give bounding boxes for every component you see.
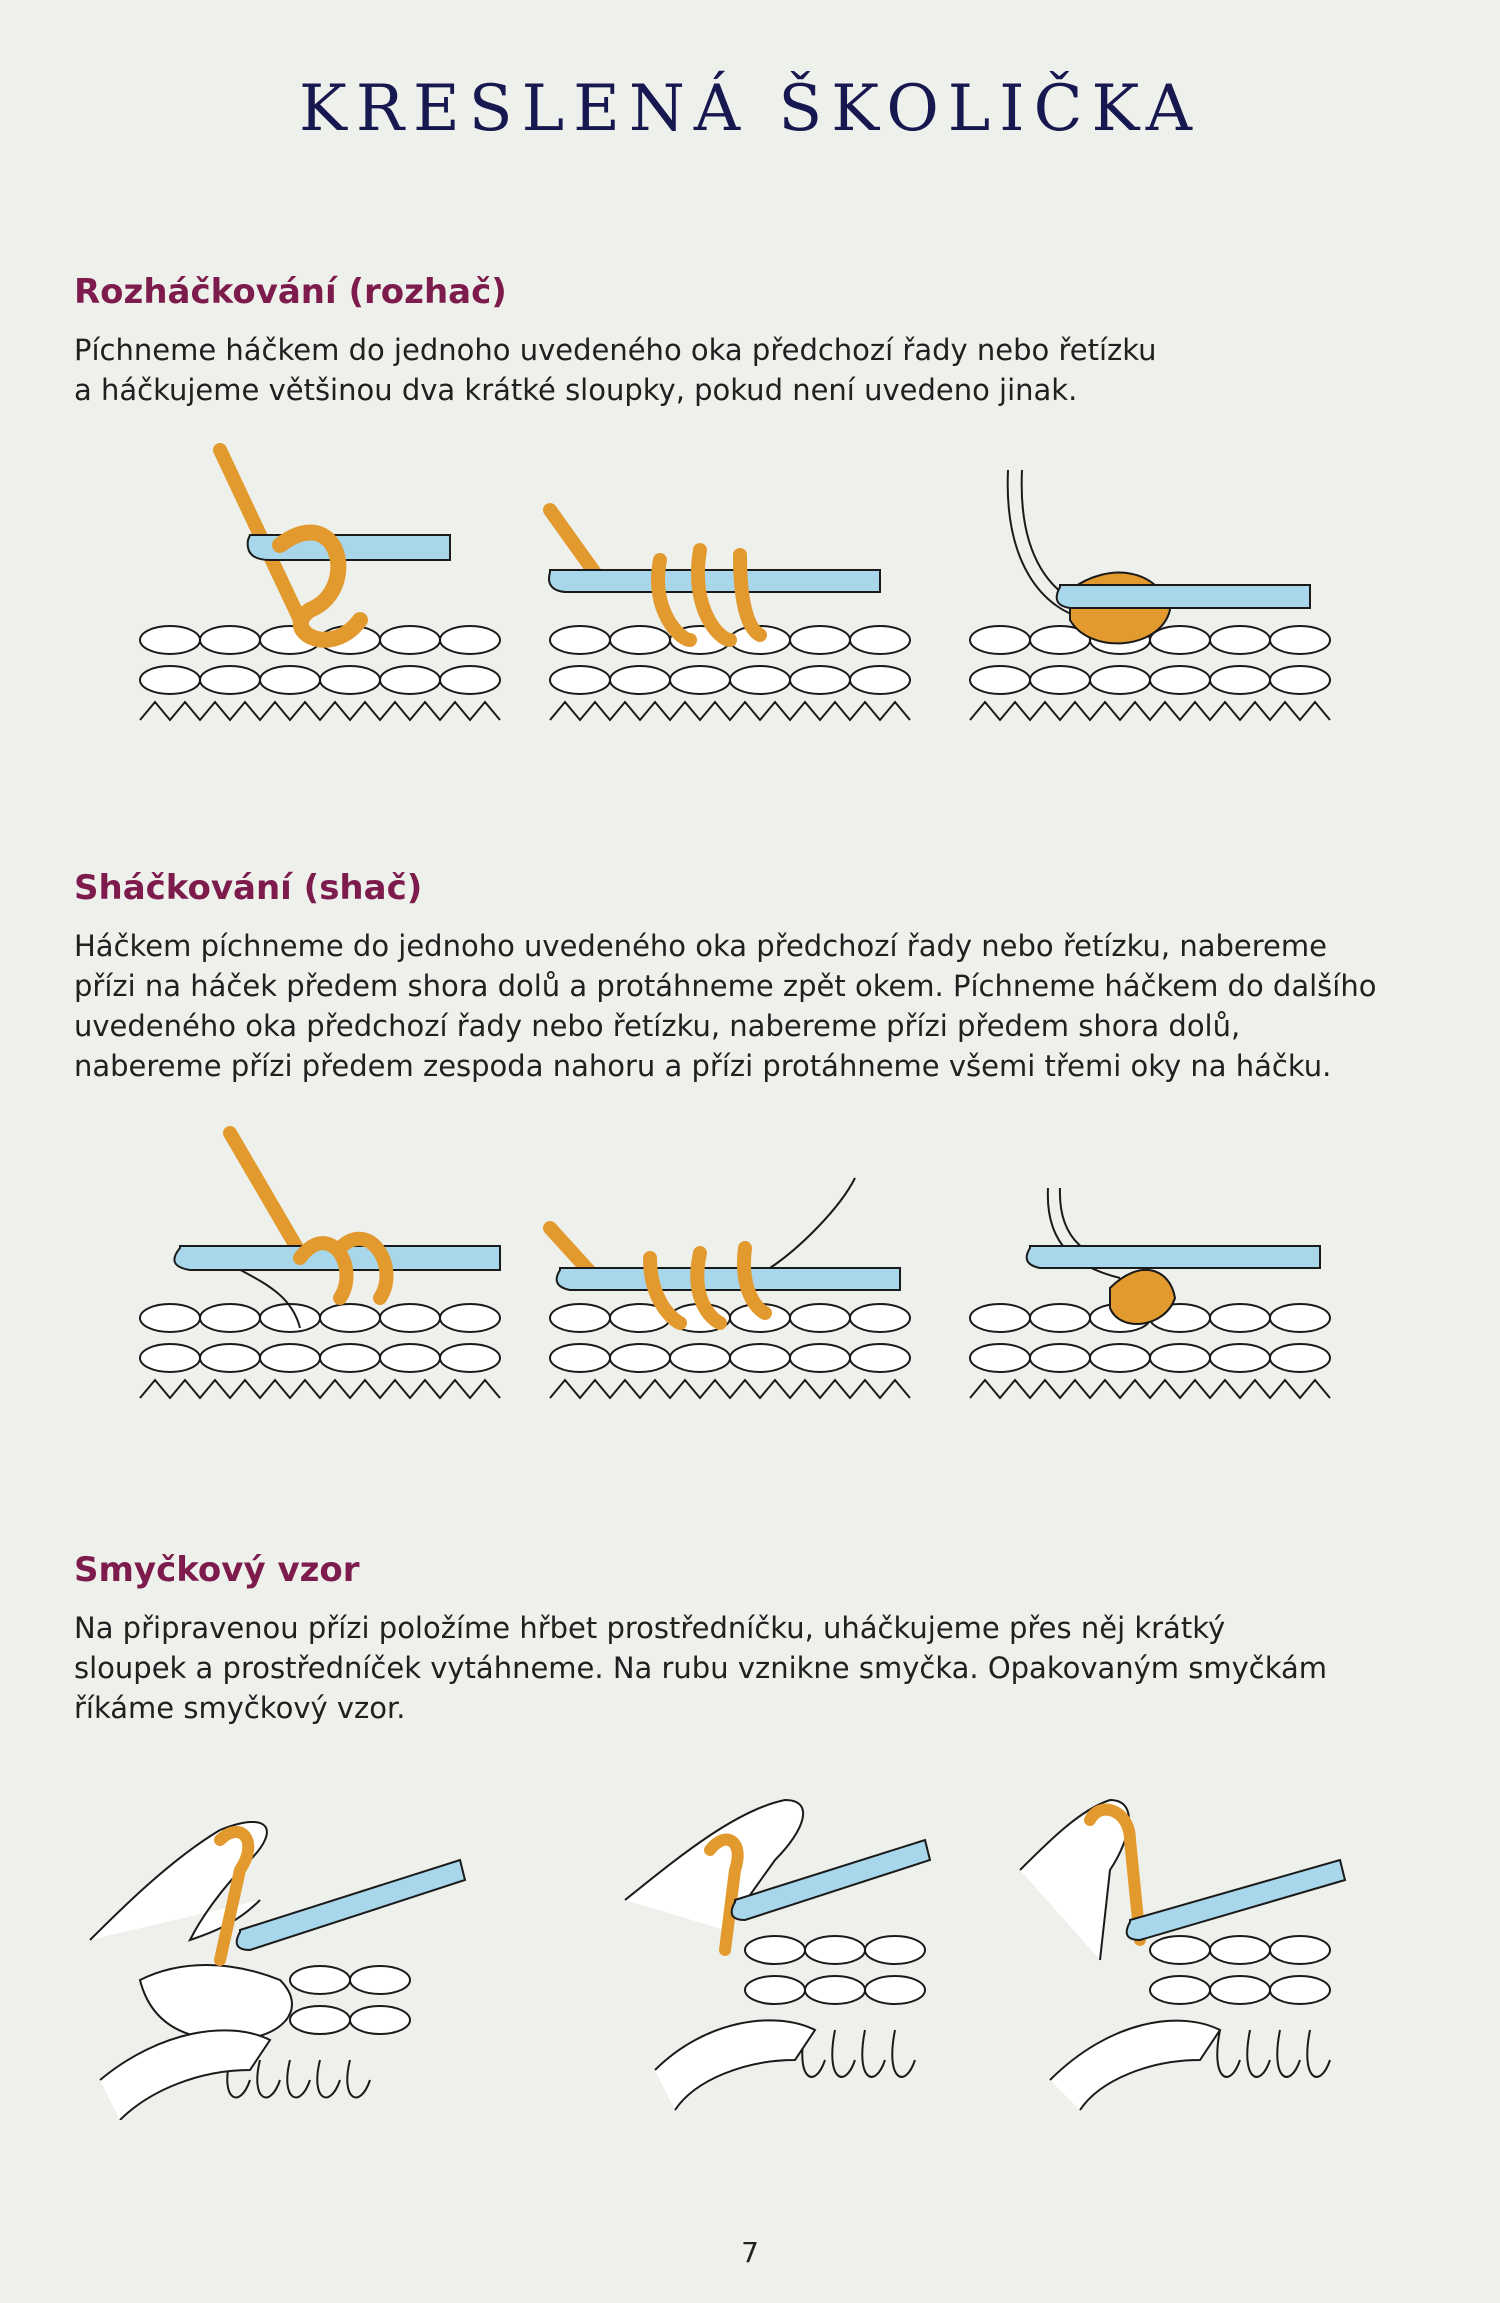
crochet-step-illustration (960, 440, 1340, 740)
section-heading: Rozháčkování (rozhač) (74, 272, 507, 312)
section-text: Háčkem píchneme do jednoho uvedeného oka předchozí řady nebo řetízku, nabereme přízi na háček předem shora dolů a protáhneme zpět okem. Píchneme háčkem do dalšího uvedeného oka předchozí řady nebo řetízku, nabereme přízi předem shora dolů, nabereme přízi předem zespoda nahoru a přízi protáhneme všemi třemi oky na háčku. (74, 929, 1377, 1083)
page-title: KRESLENÁ ŠKOLIČKA (299, 72, 1201, 146)
section-heading: Sháčkování (shač) (74, 868, 423, 908)
hand-loop-illustration (80, 1780, 500, 2120)
crochet-step-illustration (130, 1118, 510, 1418)
section-text: Píchneme háčkem do jednoho uvedeného oka předchozí řady nebo řetízku a háčkujeme většinou dva krátké sloupky, pokud není uvedeno jinak. (74, 333, 1157, 407)
crochet-step-illustration (540, 1118, 920, 1418)
crochet-step-illustration (130, 440, 510, 740)
page-number: 7 (741, 2236, 759, 2269)
hand-loop-illustration (615, 1780, 955, 2120)
section-text: Na připravenou přízi položíme hřbet prostředníčku, uháčkujeme přes něj krátký sloupek a prostředníček vytáhneme. Na rubu vznikne smyčka. Opakovaným smyčkám říkáme smyčkový vzor. (74, 1611, 1328, 1725)
section-shackovani (74, 868, 1454, 1086)
section-smyckovy-vzor (74, 1550, 1454, 1728)
section-rozhackovani (74, 272, 1454, 410)
crochet-step-illustration (540, 440, 920, 740)
hand-loop-illustration (1010, 1780, 1410, 2120)
crochet-step-illustration (960, 1118, 1340, 1418)
section-heading: Smyčkový vzor (74, 1550, 360, 1590)
